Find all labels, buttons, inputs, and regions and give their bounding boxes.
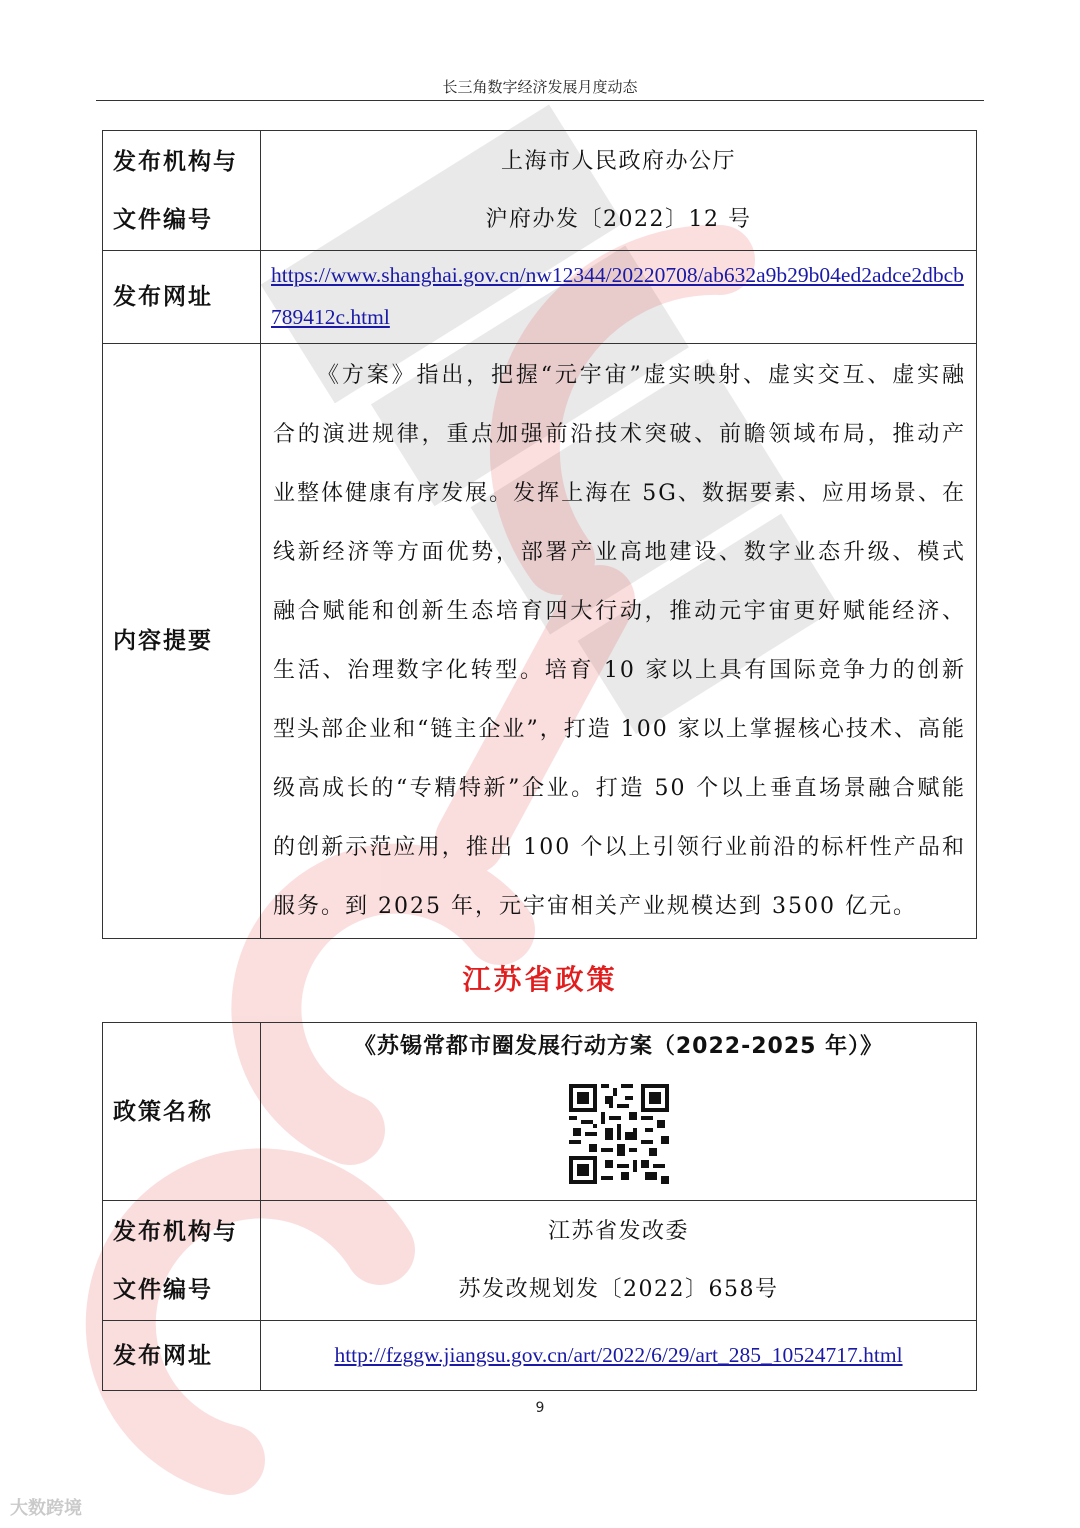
policy-name-cell [261,1023,977,1201]
shanghai-policy-table [102,130,977,939]
doc-number: 沪府办发〔2022〕12 号 [485,206,752,232]
page-header: 长三角数字经济发展月度动态 [442,78,638,96]
url-label: 发布网址 [103,251,261,344]
table-row [103,131,977,251]
url-cell [261,1321,977,1391]
header-rule [96,100,984,101]
doc-number: 苏发改规划发〔2022〕658号 [458,1276,779,1302]
corner-watermark-text: 大数跨境 [10,1498,82,1519]
issuer-value [261,1201,977,1321]
url-label: 发布网址 [103,1321,261,1391]
page-number: 9 [535,1400,545,1416]
issuer-label-line2: 文件编号 [113,206,213,233]
section-title: 江苏省政策 [462,963,618,996]
jiangsu-policy-table [102,1022,977,1391]
issuer-label [103,1201,261,1321]
summary-text: 《方案》指出，把握“元宇宙”虚实映射、虚实交互、虚实融合的演进规律，重点加强前沿技术突破、前瞻领域布局，推动产业整体健康有序发展。发挥上海在 5G、数据要素、应用场景、在线新经济等方面优势，部署产业高地建设、数字业态升级、模式融合赋能和创新生态培育四大行动，推动元宇宙更好赋能经济、生活、治理数字化转型。培育 10 家以上具有国际竞争力的创新型头部企业和“链主企业”，打造 100 家以上掌握核心技术、高能级高成长的“专精特新”企业。打造 50 个以上垂直场景融合赋能的创新示范应用，推出 100 个以上引领行业前沿的标杆性产品和服务。到 2025 年，元宇宙相关产业规模达到 3500 亿元。 [261,344,977,939]
issuer-name: 上海市人民政府办公厅 [500,148,736,174]
url-cell [261,251,977,344]
issuer-label-line2: 文件编号 [113,1276,213,1303]
policy-name-label: 政策名称 [103,1023,261,1201]
issuer-label [103,131,261,251]
table-row [103,1321,977,1391]
issuer-label-line1: 发布机构与 [113,1218,238,1245]
policy-url-link[interactable]: https://www.shanghai.gov.cn/nw12344/20220708/ab632a9b29b04ed2adce2dbcb789412c.html [271,263,964,329]
table-row [103,251,977,344]
corner-watermark [10,1494,82,1520]
issuer-name: 江苏省发改委 [547,1218,689,1244]
qr-code-icon[interactable] [569,1084,669,1184]
issuer-label-line1: 发布机构与 [113,148,238,175]
table-row [103,1023,977,1201]
policy-name: 《苏锡常都市圈发展行动方案（2022-2025 年）》 [353,1034,884,1059]
table-row [103,1201,977,1321]
summary-label: 内容提要 [103,344,261,939]
issuer-value [261,131,977,251]
policy-url-link[interactable]: http://fzggw.jiangsu.gov.cn/art/2022/6/29/art_285_10524717.html [334,1342,903,1367]
table-row [103,344,977,939]
